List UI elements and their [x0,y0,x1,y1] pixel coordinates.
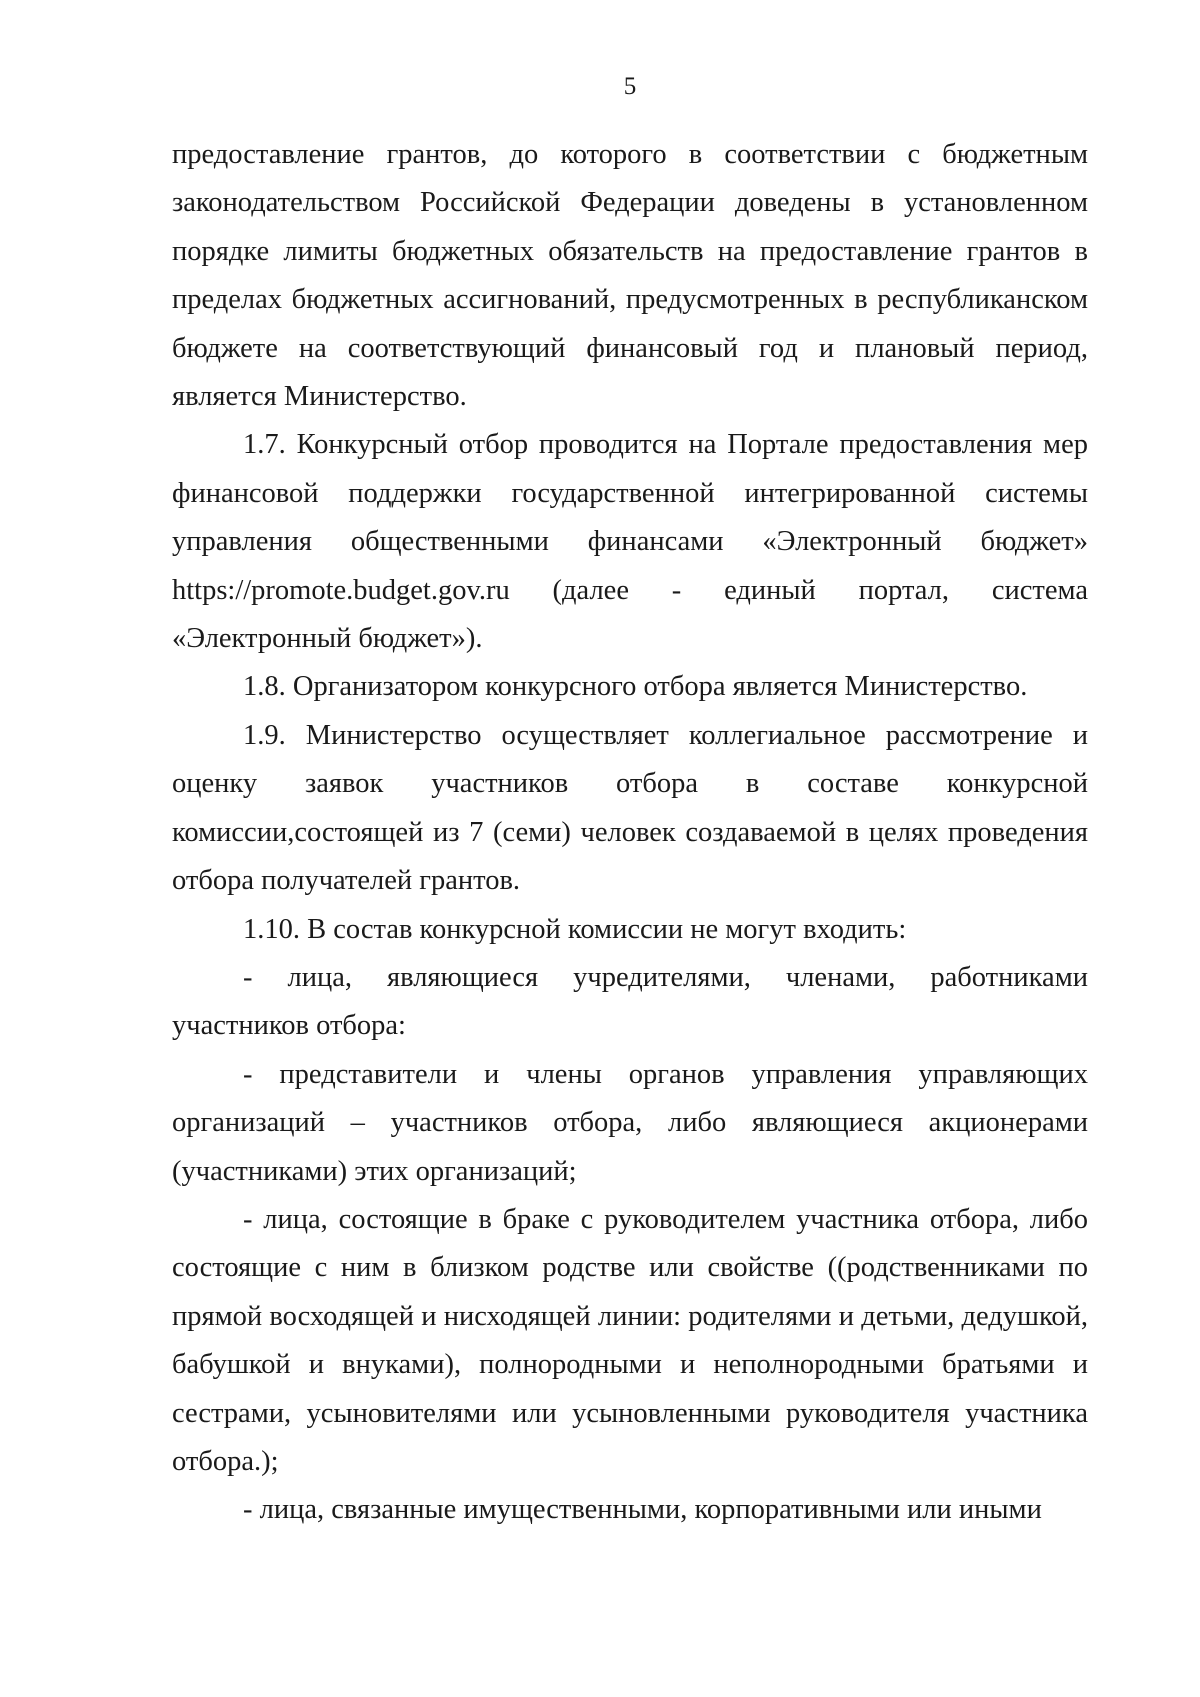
list-item-relatives: - лица, состоящие в браке с руководителем участника отбора, либо состоящие с ним в близком родстве или свойстве ((родственниками по прямой восходящей и нисходящей линии: родителями и детьми, дедушкой, бабушкой и внуками), полнородными и неполнородными братьями и сестрами, усыновителями или усыновленными руководителя участника отбора.); [172,1203,1088,1477]
paragraph-continuation: предоставление грантов, до которого в соответствии с бюджетным законодательством Российской Федерации доведены в установленном порядке лимиты бюджетных обязательств на предоставление грантов в пределах бюджетных ассигнований, предусмотренных в республиканском бюджете на соответствующий финансовый год и плановый период, является Министерство. [172,139,1088,413]
page-number: 5 [623,73,637,100]
paragraph-1-8: 1.8. Организатором конкурсного отбора является Министерство. [243,671,1028,703]
paragraph-1-7: 1.7. Конкурсный отбор проводится на Портале предоставления мер финансовой поддержки государственной интегрированной системы управления общественными финансами «Электронный бюджет» https://promote.budget.gov.ru (далее - единый портал, система «Электронный бюджет»). [172,429,1088,655]
paragraph-1-9: 1.9. Министерство осуществляет коллегиальное рассмотрение и оценку заявок участников отбора в составе конкурсной комиссии,состоящей из 7 (семи) человек создаваемой в целях проведения отбора получателей грантов. [172,719,1088,897]
list-item-related-persons: - лица, связанные имущественными, корпоративными или иными [243,1494,1042,1526]
document-body [172,131,1088,1535]
list-item-founders: - лица, являющиеся учредителями, членами, работниками участников отбора: [172,961,1088,1042]
paragraph-1-10: 1.10. В состав конкурсной комиссии не могут входить: [243,913,907,945]
list-item-management-members: - представители и члены органов управления управляющих организаций – участников отбора, либо являющиеся акционерами (участниками) этих организаций; [172,1058,1088,1187]
